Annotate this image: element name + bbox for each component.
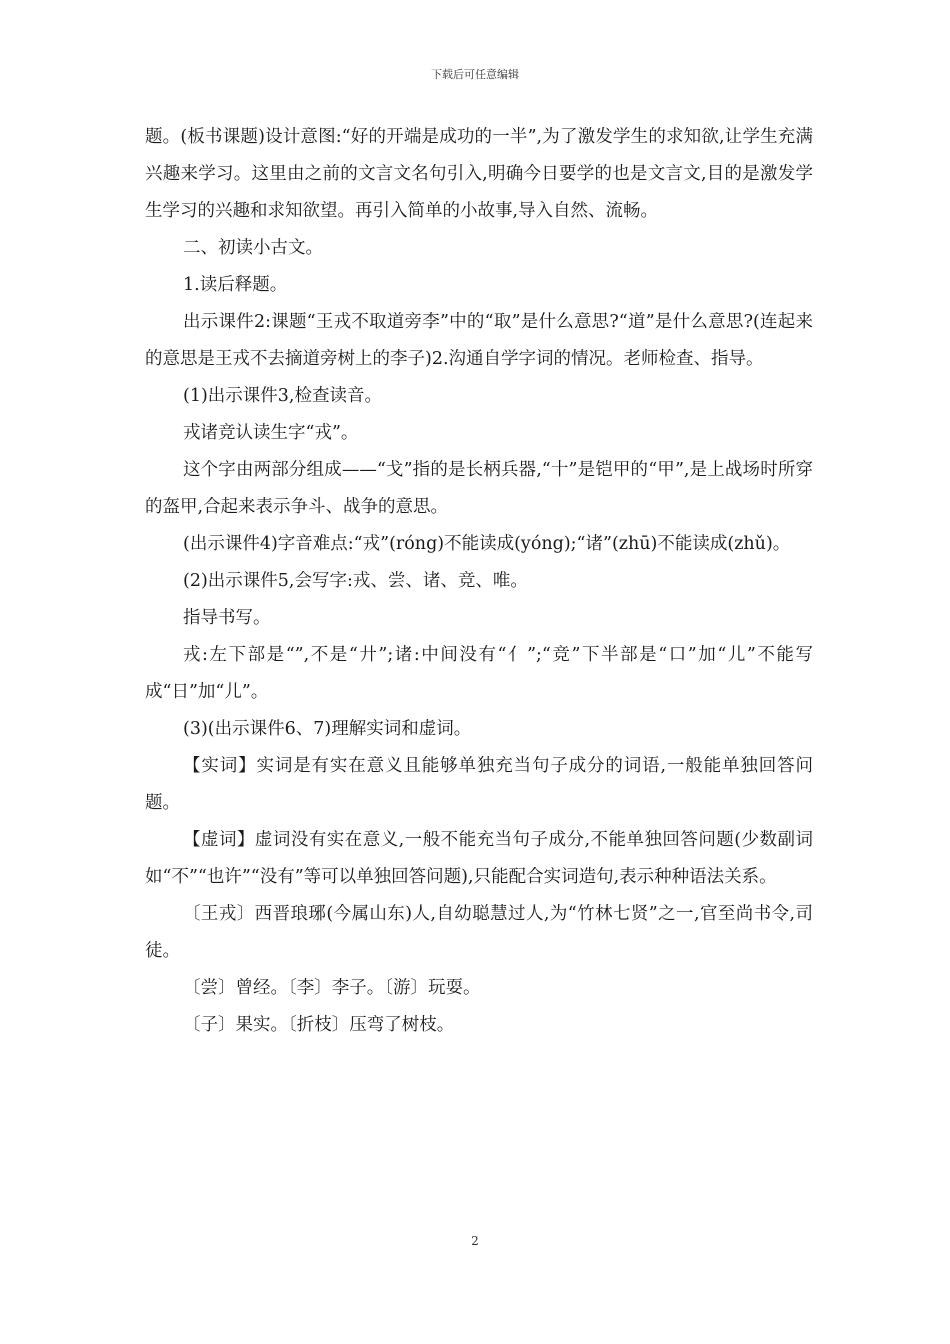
paragraph-7: 这个字由两部分组成——“戈”指的是长柄兵器,“十”是铠甲的“甲”,是上战场时所穿的盔甲,合起来表示争斗、战争的意思。	[145, 460, 813, 517]
paragraph-8: (出示课件4)字音难点:“戎”(róng)不能读成(yóng);“诸”(zhū)不能读成(zhǔ)。	[183, 534, 791, 554]
paragraph-3: 1.读后释题。	[183, 275, 288, 295]
paragraph-13: 【实词】实词是有实在意义且能够单独充当句子成分的词语,一般能单独回答问题。	[145, 756, 813, 813]
paragraph-2: 二、初读小古文。	[183, 238, 323, 258]
paragraph-15: 〔王戎〕西晋琅琊(今属山东)人,自幼聪慧过人,为“竹林七贤”之一,官至尚书令,司徒。	[145, 904, 813, 961]
paragraph-11: 戎:左下部是“”,不是“廾”;诸:中间没有“亻”;“竞”下半部是“口”加“儿”不能写成“日”加“儿”。	[145, 645, 813, 702]
document-body	[145, 119, 813, 1044]
paragraph-12: (3)(出示课件6、7)理解实词和虚词。	[183, 719, 472, 739]
paragraph-17: 〔子〕果实。〔折枝〕压弯了树枝。	[183, 1015, 455, 1035]
paragraph-16: 〔尝〕曾经。〔李〕李子。〔游〕玩耍。	[183, 978, 481, 998]
paragraph-1: 题。(板书课题)设计意图:“好的开端是成功的一半”,为了激发学生的求知欲,让学生充满兴趣来学习。这里由之前的文言文名句引入,明确今日要学的也是文言文,目的是激发学生学习的兴趣和求知欲望。再引入简单的小故事,导入自然、流畅。	[145, 127, 813, 221]
page-number: 2	[471, 1234, 479, 1248]
paragraph-10: 指导书写。	[183, 608, 271, 628]
paragraph-14: 【虚词】虚词没有实在意义,一般不能充当句子成分,不能单独回答问题(少数副词如“不”“也许”“没有”等可以单独回答问题),只能配合实词造句,表示种种语法关系。	[145, 830, 813, 887]
paragraph-6: 戎诸竞认读生字“戎”。	[183, 423, 359, 443]
paragraph-9: (2)出示课件5,会写字:戎、尝、诸、竞、唯。	[183, 571, 528, 591]
paragraph-4: 出示课件2:课题“王戎不取道旁李”中的“取”是什么意思?“道”是什么意思?(连起来的意思是王戎不去摘道旁树上的李子)2.沟通自学字词的情况。老师检查、指导。	[145, 312, 813, 369]
paragraph-5: (1)出示课件3,检查读音。	[183, 386, 382, 406]
page-header: 下载后可任意编辑	[431, 68, 519, 81]
